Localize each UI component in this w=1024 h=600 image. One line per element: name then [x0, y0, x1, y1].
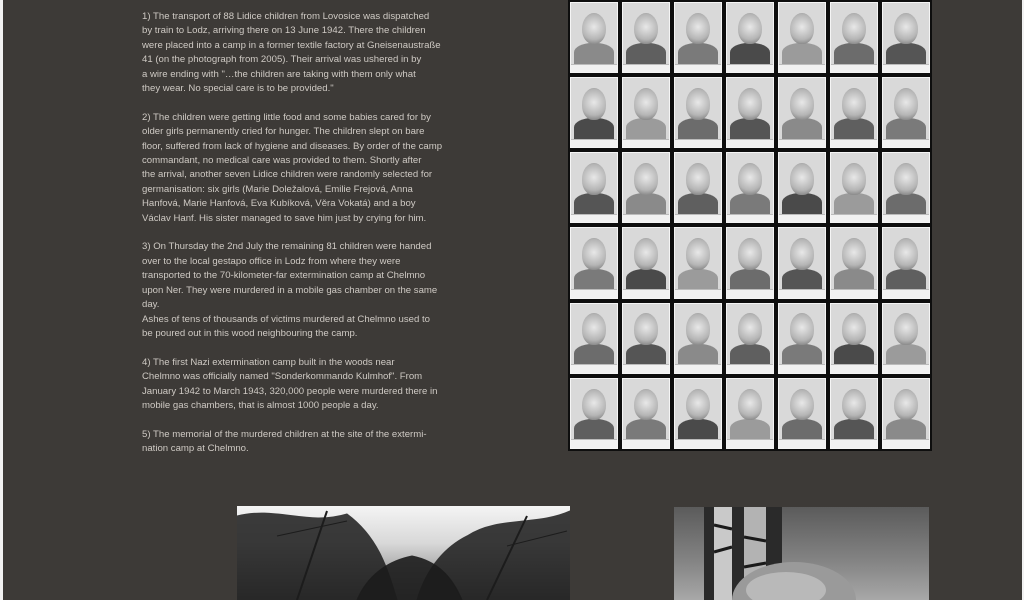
text-line: they wear. No special care is to be provided." [142, 83, 334, 95]
portrait-face [894, 13, 918, 45]
text-line: 1) The transport of 88 Lidice children from Lovosice was dispatched [142, 11, 430, 22]
text-line: over to the local gestapo office in Lodz from where they were [142, 255, 401, 267]
portrait-face [686, 238, 710, 270]
portrait-caption-strip [727, 139, 773, 148]
portrait-face [582, 389, 606, 421]
portrait-caption-strip [779, 364, 825, 373]
text-line: mobile gas chambers, that is almost 1000 people a day. [142, 399, 379, 411]
portrait-clothing [782, 344, 822, 365]
child-portrait [830, 152, 878, 223]
portrait-face [842, 389, 866, 421]
portrait-caption-strip [831, 139, 877, 148]
forest-photo [237, 506, 570, 600]
portrait-caption-strip [623, 139, 669, 148]
portrait-face [634, 238, 658, 270]
child-portrait [830, 2, 878, 73]
text-line: upon Ner. They were murdered in a mobile gas chamber on the same [142, 284, 438, 296]
portrait-face [686, 88, 710, 120]
text-line: 5) The memorial of the murdered children at the site of the extermi- [142, 428, 427, 440]
child-portrait [622, 152, 670, 223]
portrait-caption-strip [571, 439, 617, 448]
text-line: nation camp at Chelmno. [142, 443, 249, 455]
stone-birch-image [674, 507, 929, 600]
portrait-face [634, 313, 658, 345]
child-portrait [570, 77, 618, 148]
portrait-caption-strip [831, 439, 877, 448]
portrait-caption-strip [623, 439, 669, 448]
text-line: Ashes of tens of thousands of victims murdered at Chelmno used to [142, 313, 430, 325]
portrait-face [686, 313, 710, 345]
portrait-face [738, 13, 762, 45]
portrait-face [686, 163, 710, 195]
child-portrait [726, 303, 774, 374]
child-portrait [778, 303, 826, 374]
child-portrait [882, 152, 930, 223]
text-line: January 1942 to March 1943, 320,000 people were murdered there in [142, 385, 438, 397]
portrait-clothing [886, 269, 926, 290]
child-portrait [830, 77, 878, 148]
portrait-face [790, 88, 814, 120]
portrait-clothing [782, 43, 822, 64]
paragraph-1 [142, 10, 454, 96]
text-line: 4) The first Nazi extermination camp built in the woods near [142, 356, 395, 368]
text-line: were placed into a camp in a former textile factory at Gneisenaustraße [142, 39, 441, 51]
child-portrait [726, 2, 774, 73]
portrait-face [790, 389, 814, 421]
child-portrait [674, 303, 722, 374]
portrait-caption-strip [779, 214, 825, 223]
child-portrait [674, 227, 722, 298]
portrait-clothing [626, 43, 666, 64]
child-portrait [830, 227, 878, 298]
portrait-face [634, 13, 658, 45]
portrait-caption-strip [675, 364, 721, 373]
portrait-caption-strip [779, 289, 825, 298]
text-line: be poured out in this wood neighbouring the camp. [142, 327, 358, 339]
portrait-clothing [886, 193, 926, 214]
portrait-face [842, 13, 866, 45]
portrait-clothing [678, 43, 718, 64]
portrait-face [790, 238, 814, 270]
portrait-caption-strip [883, 289, 929, 298]
portrait-grid [568, 0, 932, 451]
portrait-clothing [834, 118, 874, 139]
portrait-clothing [782, 269, 822, 290]
text-line: floor, suffered from lack of hygiene and diseases. By order of the camp [142, 140, 443, 152]
portrait-caption-strip [571, 289, 617, 298]
portrait-clothing [574, 419, 614, 440]
child-portrait [882, 227, 930, 298]
child-portrait [778, 152, 826, 223]
portrait-face [790, 13, 814, 45]
portrait-caption-strip [675, 139, 721, 148]
portrait-clothing [730, 269, 770, 290]
portrait-clothing [626, 269, 666, 290]
portrait-caption-strip [883, 439, 929, 448]
child-portrait [882, 77, 930, 148]
portrait-clothing [678, 193, 718, 214]
child-portrait [622, 378, 670, 449]
portrait-caption-strip [779, 439, 825, 448]
portrait-clothing [886, 419, 926, 440]
child-portrait [570, 378, 618, 449]
portrait-caption-strip [883, 214, 929, 223]
portrait-caption-strip [675, 64, 721, 73]
text-line: the arrival, another seven Lidice children were randomly selected for [142, 169, 433, 181]
child-portrait [726, 152, 774, 223]
child-portrait [570, 303, 618, 374]
portrait-clothing [678, 344, 718, 365]
text-line: transported to the 70-kilometer-far extermination camp at Chelmno [142, 270, 426, 282]
child-portrait [570, 2, 618, 73]
child-portrait [778, 77, 826, 148]
child-portrait [726, 227, 774, 298]
child-portrait [882, 378, 930, 449]
portrait-clothing [678, 118, 718, 139]
portrait-caption-strip [883, 364, 929, 373]
portrait-caption-strip [727, 289, 773, 298]
portrait-clothing [834, 43, 874, 64]
portrait-clothing [730, 344, 770, 365]
text-line: Hanfová, Marie Hanfová, Eva Kubíková, Věra Vokatá) and a boy [142, 198, 416, 210]
child-portrait [570, 227, 618, 298]
portrait-face [842, 238, 866, 270]
child-portrait [674, 378, 722, 449]
portrait-face [582, 163, 606, 195]
portrait-caption-strip [727, 64, 773, 73]
portrait-face [894, 238, 918, 270]
portrait-caption-strip [571, 364, 617, 373]
child-portrait [622, 2, 670, 73]
portrait-caption-strip [779, 64, 825, 73]
portrait-face [634, 88, 658, 120]
portrait-face [790, 313, 814, 345]
portrait-caption-strip [571, 64, 617, 73]
child-portrait [830, 303, 878, 374]
portrait-caption-strip [779, 139, 825, 148]
portrait-clothing [782, 419, 822, 440]
text-line: Václav Hanf. His sister managed to save him just by crying for him. [142, 212, 427, 224]
portrait-caption-strip [831, 64, 877, 73]
text-line: by train to Lodz, arriving there on 13 June 1942. There the children [142, 25, 426, 37]
child-portrait [674, 2, 722, 73]
child-portrait [674, 152, 722, 223]
text-line: 3) On Thursday the 2nd July the remaining 81 children were handed [142, 241, 432, 253]
portrait-face [842, 163, 866, 195]
portrait-clothing [730, 193, 770, 214]
portrait-face [582, 238, 606, 270]
text-line: 2) The children were getting little food and some babies cared for by [142, 111, 431, 123]
paragraph-2 [142, 111, 454, 226]
child-portrait [778, 227, 826, 298]
portrait-face [738, 389, 762, 421]
portrait-face [738, 88, 762, 120]
text-line: commandant, no medical care was provided to them. Shortly after [142, 155, 422, 167]
portrait-clothing [886, 344, 926, 365]
text-line: 41 (on the photograph from 2005). Their arrival was ushered in by [142, 54, 422, 66]
portrait-face [686, 13, 710, 45]
paragraph-4 [142, 356, 454, 414]
portrait-caption-strip [675, 439, 721, 448]
portrait-caption-strip [831, 289, 877, 298]
child-portrait [726, 378, 774, 449]
portrait-face [738, 313, 762, 345]
text-column [142, 10, 454, 471]
portrait-clothing [782, 193, 822, 214]
portrait-caption-strip [623, 364, 669, 373]
portrait-clothing [782, 118, 822, 139]
portrait-clothing [834, 269, 874, 290]
portrait-caption-strip [727, 364, 773, 373]
portrait-clothing [834, 193, 874, 214]
portrait-face [894, 313, 918, 345]
child-portrait [882, 2, 930, 73]
portrait-clothing [730, 419, 770, 440]
child-portrait [622, 77, 670, 148]
portrait-caption-strip [623, 289, 669, 298]
portrait-clothing [678, 269, 718, 290]
portrait-clothing [834, 344, 874, 365]
portrait-clothing [574, 43, 614, 64]
text-line: day. [142, 299, 160, 311]
portrait-caption-strip [623, 214, 669, 223]
portrait-face [894, 163, 918, 195]
portrait-face [686, 389, 710, 421]
memorial-stone-photo [674, 507, 929, 600]
text-line: germanisation: six girls (Marie Doležalová, Emilie Frejová, Anna [142, 183, 413, 195]
portrait-face [634, 389, 658, 421]
portrait-clothing [574, 193, 614, 214]
portrait-clothing [886, 118, 926, 139]
portrait-clothing [626, 419, 666, 440]
portrait-clothing [886, 43, 926, 64]
portrait-face [738, 163, 762, 195]
portrait-caption-strip [675, 214, 721, 223]
child-portrait [622, 303, 670, 374]
page-edge-left [0, 0, 3, 600]
portrait-face [582, 313, 606, 345]
forest-trees-image [237, 506, 570, 600]
portrait-caption-strip [883, 64, 929, 73]
portrait-clothing [678, 419, 718, 440]
portrait-clothing [730, 118, 770, 139]
portrait-clothing [574, 118, 614, 139]
portrait-clothing [574, 344, 614, 365]
portrait-clothing [834, 419, 874, 440]
child-portrait [726, 77, 774, 148]
child-portrait [622, 227, 670, 298]
text-line: a wire ending with "…the children are taking with them only what [142, 68, 416, 80]
child-portrait [778, 378, 826, 449]
text-line: Chelmno was officially named "Sonderkommando Kulmhof". From [142, 371, 423, 383]
child-portrait [882, 303, 930, 374]
child-portrait [830, 378, 878, 449]
paragraph-3 [142, 240, 454, 341]
text-line: older girls permanently cried for hunger. The children slept on bare [142, 126, 425, 138]
portrait-clothing [626, 344, 666, 365]
portrait-caption-strip [571, 139, 617, 148]
child-portrait [674, 77, 722, 148]
portrait-face [582, 13, 606, 45]
portrait-caption-strip [883, 139, 929, 148]
portrait-clothing [574, 269, 614, 290]
portrait-caption-strip [831, 364, 877, 373]
portrait-clothing [730, 43, 770, 64]
portrait-caption-strip [675, 289, 721, 298]
portrait-face [842, 88, 866, 120]
portrait-caption-strip [727, 439, 773, 448]
portrait-caption-strip [571, 214, 617, 223]
portrait-face [790, 163, 814, 195]
portrait-clothing [626, 193, 666, 214]
portrait-face [894, 389, 918, 421]
portrait-face [582, 88, 606, 120]
portrait-caption-strip [831, 214, 877, 223]
portrait-caption-strip [623, 64, 669, 73]
child-portrait [570, 152, 618, 223]
paragraph-5 [142, 428, 454, 457]
portrait-clothing [626, 118, 666, 139]
portrait-face [894, 88, 918, 120]
portrait-face [634, 163, 658, 195]
portrait-face [842, 313, 866, 345]
portrait-face [738, 238, 762, 270]
child-portrait [778, 2, 826, 73]
portrait-caption-strip [727, 214, 773, 223]
